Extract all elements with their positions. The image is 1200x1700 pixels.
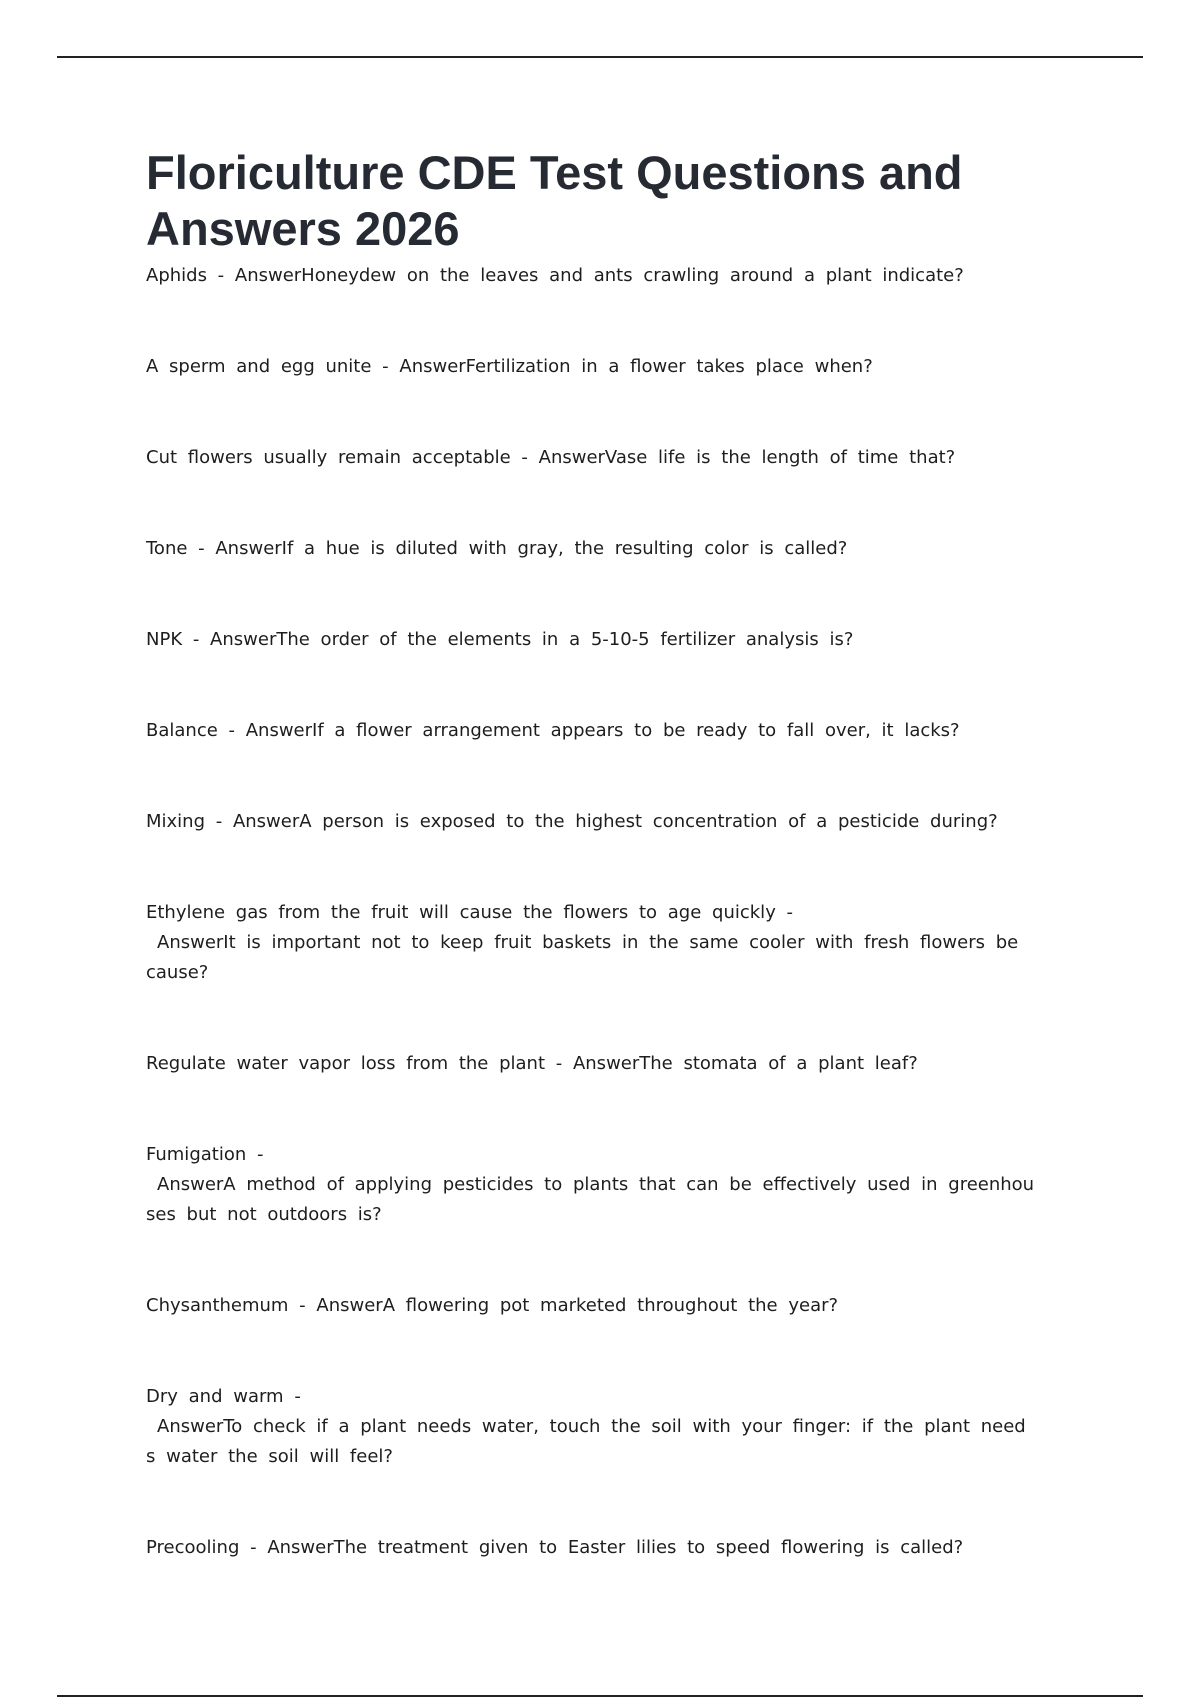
qa-item: Tone - AnswerIf a hue is diluted with gray, the resulting color is called? [146, 538, 848, 559]
qa-item: A sperm and egg unite - AnswerFertilization in a flower takes place when? [146, 356, 873, 377]
qa-item: Precooling - AnswerThe treatment given to Easter lilies to speed flowering is called? [146, 1537, 964, 1558]
bottom-rule [57, 1695, 1143, 1697]
qa-answer: AnswerIt is important not to keep fruit baskets in the same cooler with fresh flowers be [157, 932, 1019, 953]
qa-term: Dry and warm - [146, 1386, 301, 1407]
qa-item: Mixing - AnswerA person is exposed to the highest concentration of a pesticide during? [146, 811, 998, 832]
qa-answer-continued: s water the soil will feel? [146, 1446, 393, 1467]
qa-item: Regulate water vapor loss from the plant - AnswerThe stomata of a plant leaf? [146, 1053, 918, 1074]
qa-term: Ethylene gas from the fruit will cause the flowers to age quickly - [146, 902, 794, 923]
qa-item [146, 898, 1056, 988]
document-body [146, 145, 1056, 1624]
qa-list [146, 261, 1056, 1563]
qa-answer: AnswerTo check if a plant needs water, touch the soil with your finger: if the plant need [157, 1416, 1026, 1437]
qa-item: Balance - AnswerIf a flower arrangement appears to be ready to fall over, it lacks? [146, 720, 960, 741]
qa-item: NPK - AnswerThe order of the elements in a 5-10-5 fertilizer analysis is? [146, 629, 854, 650]
qa-item [146, 1382, 1056, 1472]
top-rule [57, 56, 1143, 58]
qa-item: Chysanthemum - AnswerA flowering pot marketed throughout the year? [146, 1295, 839, 1316]
qa-answer-continued: cause? [146, 962, 209, 983]
qa-item: Aphids - AnswerHoneydew on the leaves and ants crawling around a plant indicate? [146, 265, 964, 286]
qa-term: Fumigation - [146, 1144, 264, 1165]
qa-answer-continued: ses but not outdoors is? [146, 1204, 382, 1225]
document-title: Floriculture CDE Test Questions and Answers 2026 [146, 146, 963, 255]
qa-answer: AnswerA method of applying pesticides to plants that can be effectively used in greenhou [157, 1174, 1035, 1195]
qa-item: Cut flowers usually remain acceptable - AnswerVase life is the length of time that? [146, 447, 956, 468]
qa-item [146, 1140, 1056, 1230]
